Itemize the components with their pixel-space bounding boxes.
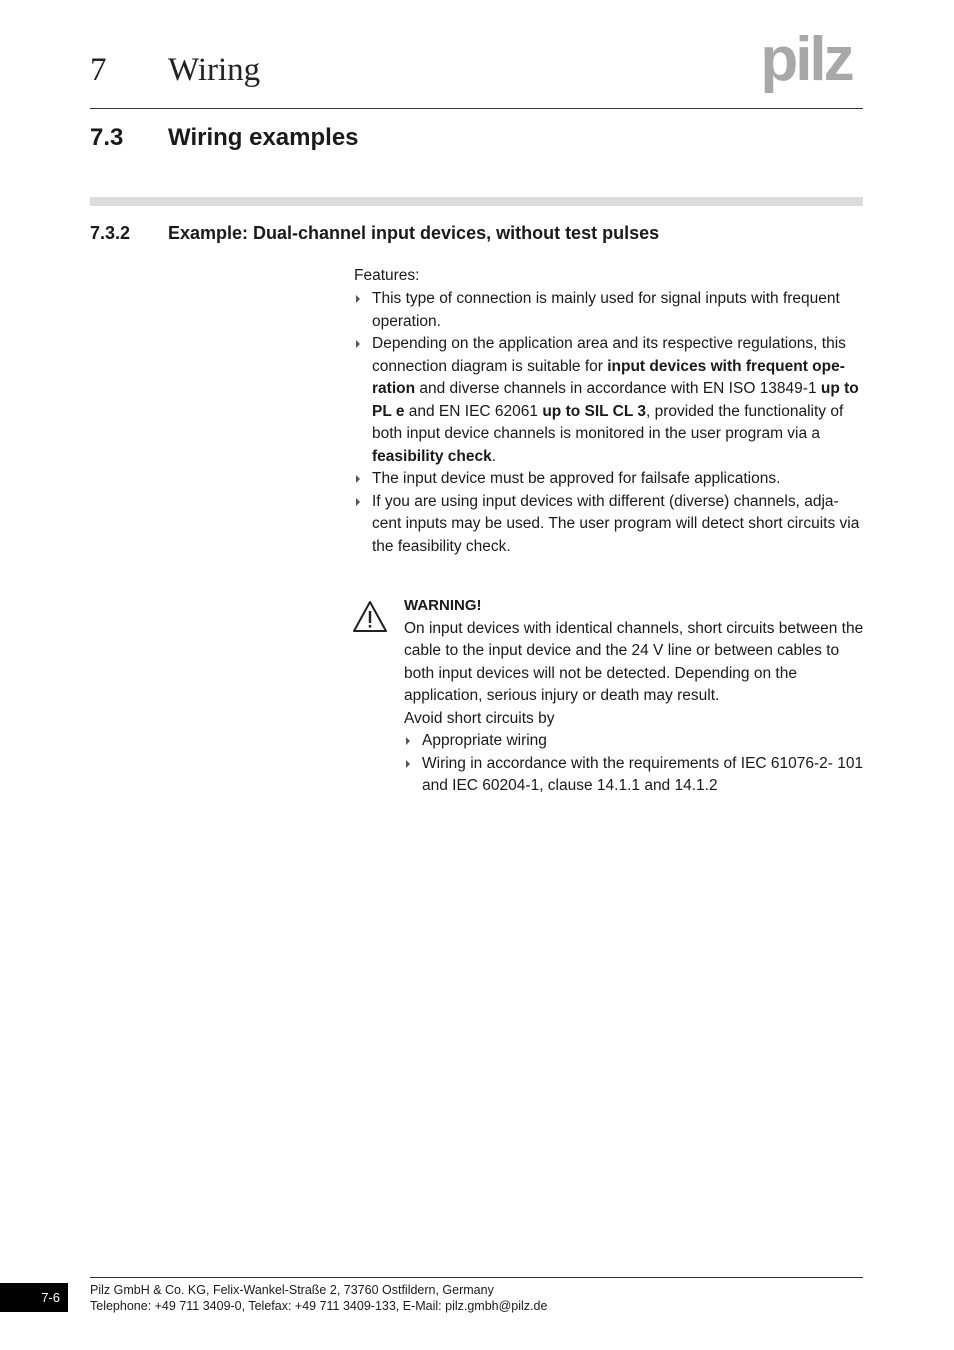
chapter-number: 7 bbox=[90, 52, 107, 88]
subsection-number: 7.3.2 bbox=[90, 223, 131, 243]
section-title: Wiring examples bbox=[168, 124, 359, 151]
bullet-arrow-icon bbox=[356, 295, 360, 303]
section-number: 7.3 bbox=[90, 124, 124, 151]
footer-address: Pilz GmbH & Co. KG, Felix-Wankel-Straße 2, 73760 Ostfildern, Germany bbox=[90, 1283, 494, 1297]
bullet-arrow-icon bbox=[356, 498, 360, 506]
pilz-logo bbox=[748, 28, 864, 94]
svg-text:pilz: pilz bbox=[760, 28, 852, 94]
bullet-arrow-icon bbox=[406, 737, 410, 745]
list-item: Depending on the application area and its respective regulations, this connection diagram is suitable for input devices with frequent ope- ration and diverse channels in accordance with EN ISO 13849-1 up to PL e and EN IEC 62061 up to SIL CL 3, provided the functionality of both input device channels is monitored in the user program via a feasibility check. bbox=[354, 333, 866, 468]
warning-avoid-label: Avoid short circuits by bbox=[404, 709, 555, 727]
features-list bbox=[354, 288, 866, 558]
list-item: The input device must be approved for failsafe applications. bbox=[354, 468, 866, 491]
list-item: If you are using input devices with different (diverse) channels, adja- cent inputs may be used. The user program will detect short circuits via the feasibility check. bbox=[354, 491, 866, 559]
bullet-arrow-icon bbox=[356, 475, 360, 483]
page-number: 7-6 bbox=[0, 1283, 68, 1312]
subsection-title: Example: Dual-channel input devices, without test pulses bbox=[168, 223, 660, 243]
warning-list bbox=[404, 730, 866, 798]
bullet-arrow-icon bbox=[406, 760, 410, 768]
warning-block bbox=[404, 595, 866, 798]
features-label: Features: bbox=[354, 267, 420, 284]
footer-contact: Telephone: +49 711 3409-0, Telefax: +49 711 3409-133, E-Mail: pilz.gmbh@pilz.de bbox=[90, 1299, 548, 1313]
list-item: Appropriate wiring bbox=[404, 730, 866, 753]
list-item: This type of connection is mainly used for signal inputs with frequent operation. bbox=[354, 288, 866, 333]
chapter-title: Wiring bbox=[168, 52, 261, 88]
header-rule bbox=[90, 108, 863, 109]
bullet-arrow-icon bbox=[356, 340, 360, 348]
warning-text: On input devices with identical channels, short circuits between the cable to the input device and the 24 V line or between cables to both input devices will not be detected. Depending on the application, serious injury or death may result. bbox=[404, 619, 864, 704]
list-item: Wiring in accordance with the requirements of IEC 61076-2- 101 and IEC 60204-1, clause 14.1.1 and 14.1.2 bbox=[404, 753, 866, 798]
warning-triangle-icon bbox=[352, 600, 388, 634]
warning-title: WARNING! bbox=[404, 597, 482, 614]
footer-rule bbox=[90, 1277, 863, 1278]
section-divider bbox=[90, 197, 863, 206]
